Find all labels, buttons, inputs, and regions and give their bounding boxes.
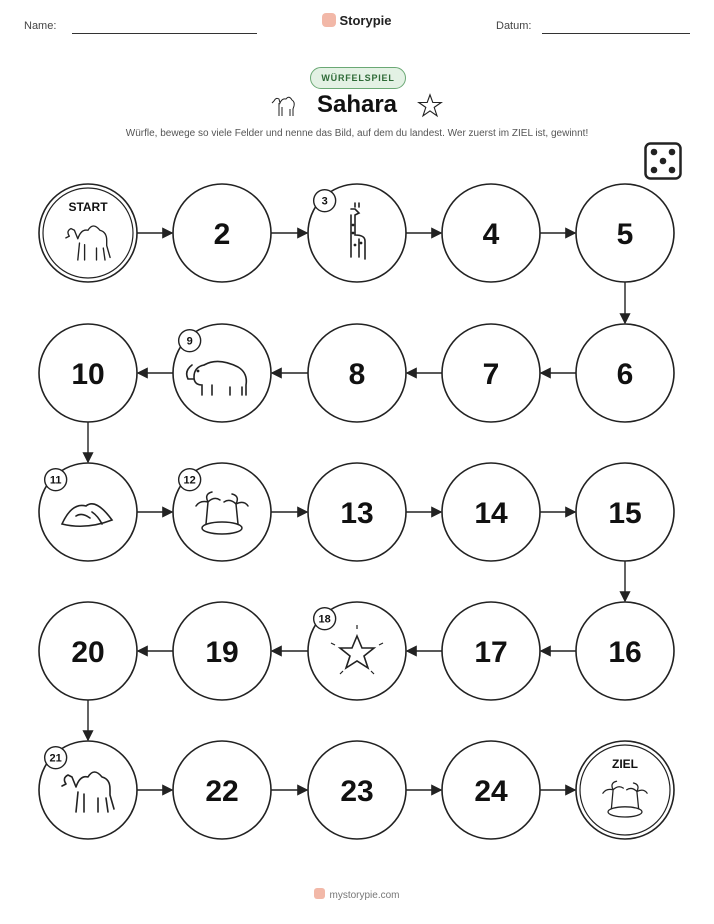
- brand-name: Storypie: [339, 13, 392, 28]
- field-number: 16: [608, 636, 642, 669]
- field-number: 6: [616, 358, 634, 391]
- board-field-8: [308, 324, 406, 422]
- start-label: START: [68, 200, 108, 214]
- board-field-1: [39, 184, 137, 282]
- board-field-3: [308, 184, 406, 282]
- board-field-25: [576, 741, 674, 839]
- date-label: Datum:: [496, 20, 532, 32]
- board-field-19: [173, 602, 271, 700]
- footer-url: mystorypie.com: [329, 890, 400, 901]
- field-number: 20: [71, 636, 105, 669]
- field-number: 21: [49, 752, 62, 765]
- field-number: 24: [474, 775, 508, 808]
- field-number: 9: [186, 335, 193, 348]
- field-number: 23: [340, 775, 374, 808]
- field-number: 5: [616, 218, 634, 251]
- board-field-5: [576, 184, 674, 282]
- board-field-17: [442, 602, 540, 700]
- board-field-10: [39, 324, 137, 422]
- field-number: 19: [205, 636, 239, 669]
- field-number: 12: [183, 474, 196, 487]
- board-field-12: [173, 463, 271, 561]
- field-number: 18: [318, 613, 331, 626]
- board-field-7: [442, 324, 540, 422]
- board-field-6: [576, 324, 674, 422]
- board-field-24: [442, 741, 540, 839]
- field-number: 13: [340, 497, 374, 530]
- board-field-14: [442, 463, 540, 561]
- board-field-18: [308, 602, 406, 700]
- name-label: Name:: [24, 20, 57, 32]
- field-number: 14: [474, 497, 508, 530]
- field-number: 15: [608, 497, 642, 530]
- field-number: 8: [348, 358, 366, 391]
- board-field-2: [173, 184, 271, 282]
- field-number: 4: [482, 218, 500, 251]
- field-number: 17: [474, 636, 508, 669]
- field-number: 7: [482, 358, 500, 391]
- goal-label: ZIEL: [612, 757, 638, 771]
- page-title: Sahara: [316, 91, 398, 118]
- field-number: 3: [321, 195, 328, 208]
- field-number: 22: [205, 775, 239, 808]
- board-field-23: [308, 741, 406, 839]
- game-type-badge: WÜRFELSPIEL: [310, 67, 406, 89]
- board-field-9: [173, 324, 271, 422]
- instructions: Würfle, bewege so viele Felder und nenne das Bild, auf dem du landest. Wer zuerst im ZIEL ist, gewinnt!: [125, 128, 589, 139]
- storypie-logo-icon: [314, 888, 325, 899]
- board-field-21: [39, 741, 137, 839]
- footer: [0, 888, 714, 901]
- board-field-11: [39, 463, 137, 561]
- board-field-16: [576, 602, 674, 700]
- field-number: 11: [49, 474, 62, 487]
- board-field-15: [576, 463, 674, 561]
- field-number: 2: [213, 218, 231, 251]
- board-field-4: [442, 184, 540, 282]
- board-field-22: [173, 741, 271, 839]
- field-number: 10: [71, 358, 105, 391]
- board-field-20: [39, 602, 137, 700]
- board-field-13: [308, 463, 406, 561]
